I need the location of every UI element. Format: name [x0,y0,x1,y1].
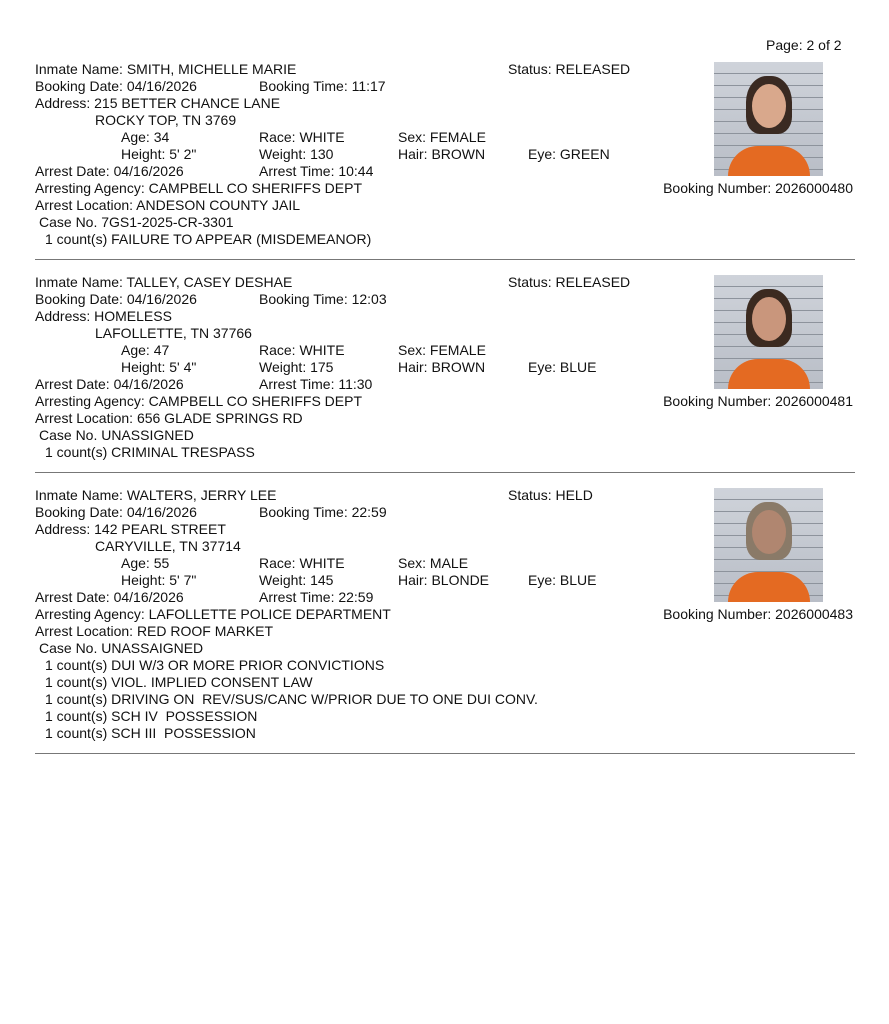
address-line2: CARYVILLE, TN 37714 [95,538,241,554]
weight: Weight: 175 [259,359,334,375]
charge: 1 count(s) DUI W/3 OR MORE PRIOR CONVICTIONS [45,657,385,673]
booking-number: Booking Number: 2026000481 [663,393,853,409]
arrest-time: Arrest Time: 11:30 [259,376,373,392]
booking-date: Booking Date: 04/16/2026 [35,78,197,94]
mugshot-photo [714,488,823,602]
arrest-time: Arrest Time: 22:59 [259,589,374,605]
arrest-date: Arrest Date: 04/16/2026 [35,376,184,392]
address-line1: Address: HOMELESS [35,308,172,324]
weight: Weight: 130 [259,146,334,162]
inmate-name: Inmate Name: WALTERS, JERRY LEE [35,487,277,503]
race: Race: WHITE [259,129,345,145]
record-divider [35,753,855,754]
case-number: Case No. UNASSAIGNED [39,640,204,656]
address-line1: Address: 142 PEARL STREET [35,521,226,537]
age: Age: 55 [121,555,170,571]
height: Height: 5' 4" [121,359,197,375]
eye: Eye: BLUE [528,359,597,375]
case-number: Case No. 7GS1-2025-CR-3301 [39,214,234,230]
booking-number: Booking Number: 2026000483 [663,606,853,622]
arrest-date: Arrest Date: 04/16/2026 [35,589,184,605]
booking-number: Booking Number: 2026000480 [663,180,853,196]
arrest-time: Arrest Time: 10:44 [259,163,374,179]
hair: Hair: BROWN [398,359,486,375]
inmate-name: Inmate Name: TALLEY, CASEY DESHAE [35,274,293,290]
address-line1: Address: 215 BETTER CHANCE LANE [35,95,281,111]
record-divider [35,259,855,260]
sex: Sex: MALE [398,555,469,571]
charge: 1 count(s) SCH IV POSSESSION [45,708,258,724]
arresting-agency: Arresting Agency: CAMPBELL CO SHERIFFS DEPT [35,180,363,196]
record-divider [35,472,855,473]
charge: 1 count(s) DRIVING ON REV/SUS/CANC W/PRIOR DUE TO ONE DUI CONV. [45,691,538,707]
arrest-date: Arrest Date: 04/16/2026 [35,163,184,179]
charge: 1 count(s) CRIMINAL TRESPASS [45,444,255,460]
arresting-agency: Arresting Agency: CAMPBELL CO SHERIFFS DEPT [35,393,363,409]
charge: 1 count(s) FAILURE TO APPEAR (MISDEMEANOR) [45,231,372,247]
case-number: Case No. UNASSIGNED [39,427,194,443]
address-line2: LAFOLLETTE, TN 37766 [95,325,252,341]
arrest-location: Arrest Location: RED ROOF MARKET [35,623,274,639]
sex: Sex: FEMALE [398,129,486,145]
status: Status: RELEASED [508,274,631,290]
weight: Weight: 145 [259,572,334,588]
address-line2: ROCKY TOP, TN 3769 [95,112,237,128]
arrest-location: Arrest Location: ANDESON COUNTY JAIL [35,197,301,213]
inmate-name: Inmate Name: SMITH, MICHELLE MARIE [35,61,297,77]
height: Height: 5' 2" [121,146,197,162]
hair: Hair: BROWN [398,146,486,162]
hair: Hair: BLONDE [398,572,490,588]
age: Age: 34 [121,129,170,145]
booking-date: Booking Date: 04/16/2026 [35,291,197,307]
race: Race: WHITE [259,342,345,358]
booking-time: Booking Time: 11:17 [259,78,386,94]
charge: 1 count(s) VIOL. IMPLIED CONSENT LAW [45,674,313,690]
page-number: Page: 2 of 2 [766,37,842,53]
charge: 1 count(s) SCH III POSSESSION [45,725,256,741]
booking-date: Booking Date: 04/16/2026 [35,504,197,520]
booking-time: Booking Time: 22:59 [259,504,387,520]
height: Height: 5' 7" [121,572,197,588]
mugshot-photo [714,275,823,389]
eye: Eye: GREEN [528,146,610,162]
eye: Eye: BLUE [528,572,597,588]
status: Status: RELEASED [508,61,631,77]
arresting-agency: Arresting Agency: LAFOLLETTE POLICE DEPARTMENT [35,606,391,622]
arrest-location: Arrest Location: 656 GLADE SPRINGS RD [35,410,303,426]
mugshot-photo [714,62,823,176]
race: Race: WHITE [259,555,345,571]
status: Status: HELD [508,487,593,503]
age: Age: 47 [121,342,170,358]
sex: Sex: FEMALE [398,342,486,358]
booking-time: Booking Time: 12:03 [259,291,387,307]
